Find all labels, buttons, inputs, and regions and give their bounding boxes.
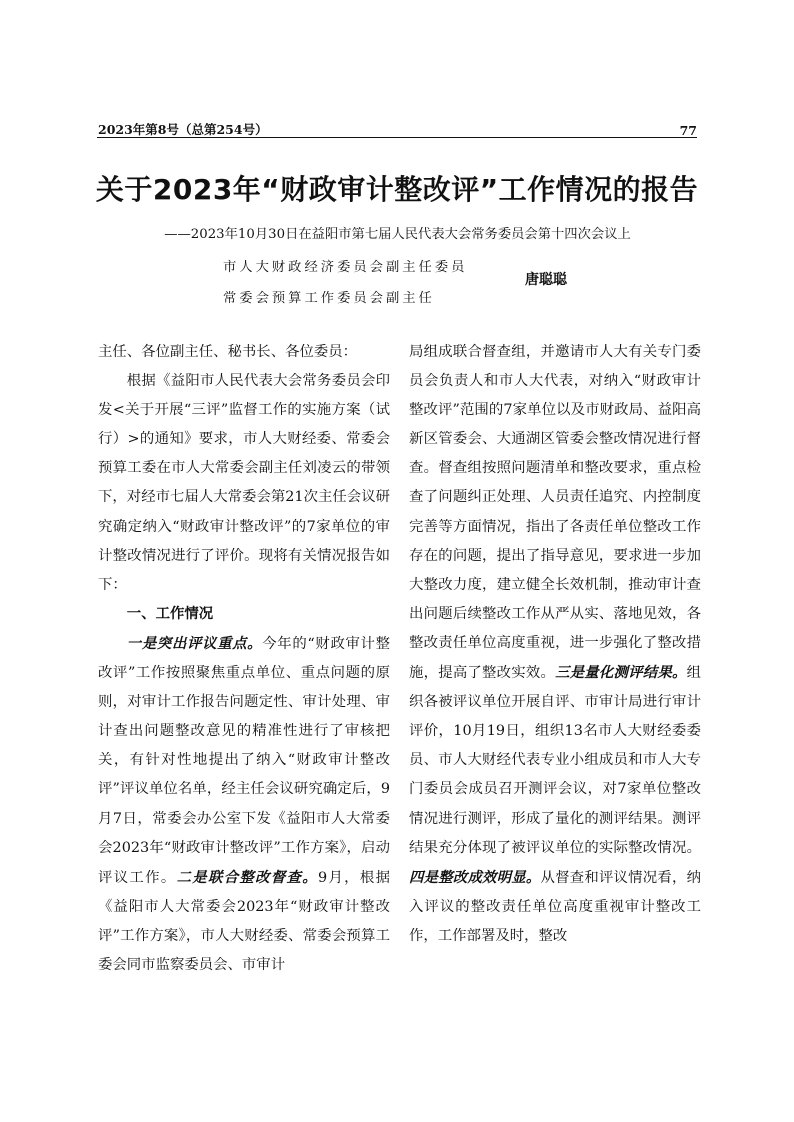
author-role: 常委会预算工作委员会副主任 <box>223 291 435 306</box>
header-divider <box>97 137 697 138</box>
paragraph-text: 9月，根据《益阳市人大常委会2023年“财政审计整改评”工作方案》，市人大财经委、常委会预算工委会同市监察委员会、市审计 <box>98 869 390 973</box>
right-column <box>409 338 701 951</box>
author-name: 唐聪聪 <box>525 272 567 288</box>
paragraph-2-continued <box>409 338 701 951</box>
report-title: 关于2023年“财政审计整改评”工作情况的报告 <box>95 173 699 206</box>
paragraph-1 <box>98 629 390 980</box>
paragraph-lead: 二是联合整改督查。 <box>176 868 318 886</box>
author-role: 市人大财政经济委员会副主任委员 <box>223 260 468 275</box>
paragraph-lead: 三是量化测评结果。 <box>555 664 687 682</box>
running-header <box>98 118 697 138</box>
paragraph-text: 今年的“财政审计整改评”工作按照聚焦重点单位、重点问题的原则，对审计工作报告问题定性、审计处理、审计查出问题整改意见的精准性进行了审核把关，有针对性地提出了纳入“财政审计整改评”评议单位名单，经主任会议研究确定后，9月7日，常委会办公室下发《益阳市人大常委会2023年“财政审计整改评”工作方案》，启动评议工作。 <box>98 635 390 886</box>
paragraph-text: 组织各被评议单位开展自评、市审计局进行审计评价，10月19日，组织13名市人大财经委委员、市人大财经代表专业小组成员和市人大专门委员会成员召开测评会议，对7家单位整改情况进行测评，形成了量化的测评结果。测评结果充分体现了被评议单位的实际整改情况。 <box>409 665 701 856</box>
report-subtitle: ——2023年10月30日在益阳市第七届人民代表大会常务委员会第十四次会议上 <box>164 227 631 242</box>
issue-number: 2023年第8号（总第254号） <box>98 122 268 137</box>
paragraph-text: 从督查和评议情况看，纳入评议的整改责任单位高度重视审计整改工作，工作部署及时，整改 <box>409 869 701 944</box>
left-column <box>98 338 390 980</box>
paragraph-lead: 一是突出评议重点。 <box>126 634 263 652</box>
page-number: 77 <box>679 123 697 138</box>
salutation: 主任、各位副主任、秘书长、各位委员： <box>98 344 358 360</box>
section-heading: 一、工作情况 <box>126 605 214 622</box>
intro-paragraph: 根据《益阳市人民代表大会常务委员会印发<关于开展“三评”监督工作的实施方案（试行）>的通知》要求，市人大财经委、常委会预算工委在市人大常委会副主任刘凌云的带领下，对经市七届人大常委会第21次主任会议研究确定纳入“财政审计整改评”的7家单位的审计整改情况进行了评价。现将有关情况报告如下： <box>98 373 390 593</box>
paragraph-text: 局组成联合督查组，并邀请市人大有关专门委员会负责人和市人大代表，对纳入“财政审计整改评”范围的7家单位以及市财政局、益阳高新区管委会、大通湖区管委会整改情况进行督查。督查组按照问题清单和整改要求，重点检查了问题纠正处理、人员责任追究、内控制度完善等方面情况，指出了各责任单位整改工作存在的问题，提出了指导意见，要求进一步加大整改力度，建立健全长效机制，推动审计查出问题后续整改工作从严从实、落地见效，各整改责任单位高度重视，进一步强化了整改措施，提高了整改实效。 <box>409 344 701 682</box>
paragraph-lead: 四是整改成效明显。 <box>409 868 541 886</box>
author-roles <box>223 252 467 314</box>
